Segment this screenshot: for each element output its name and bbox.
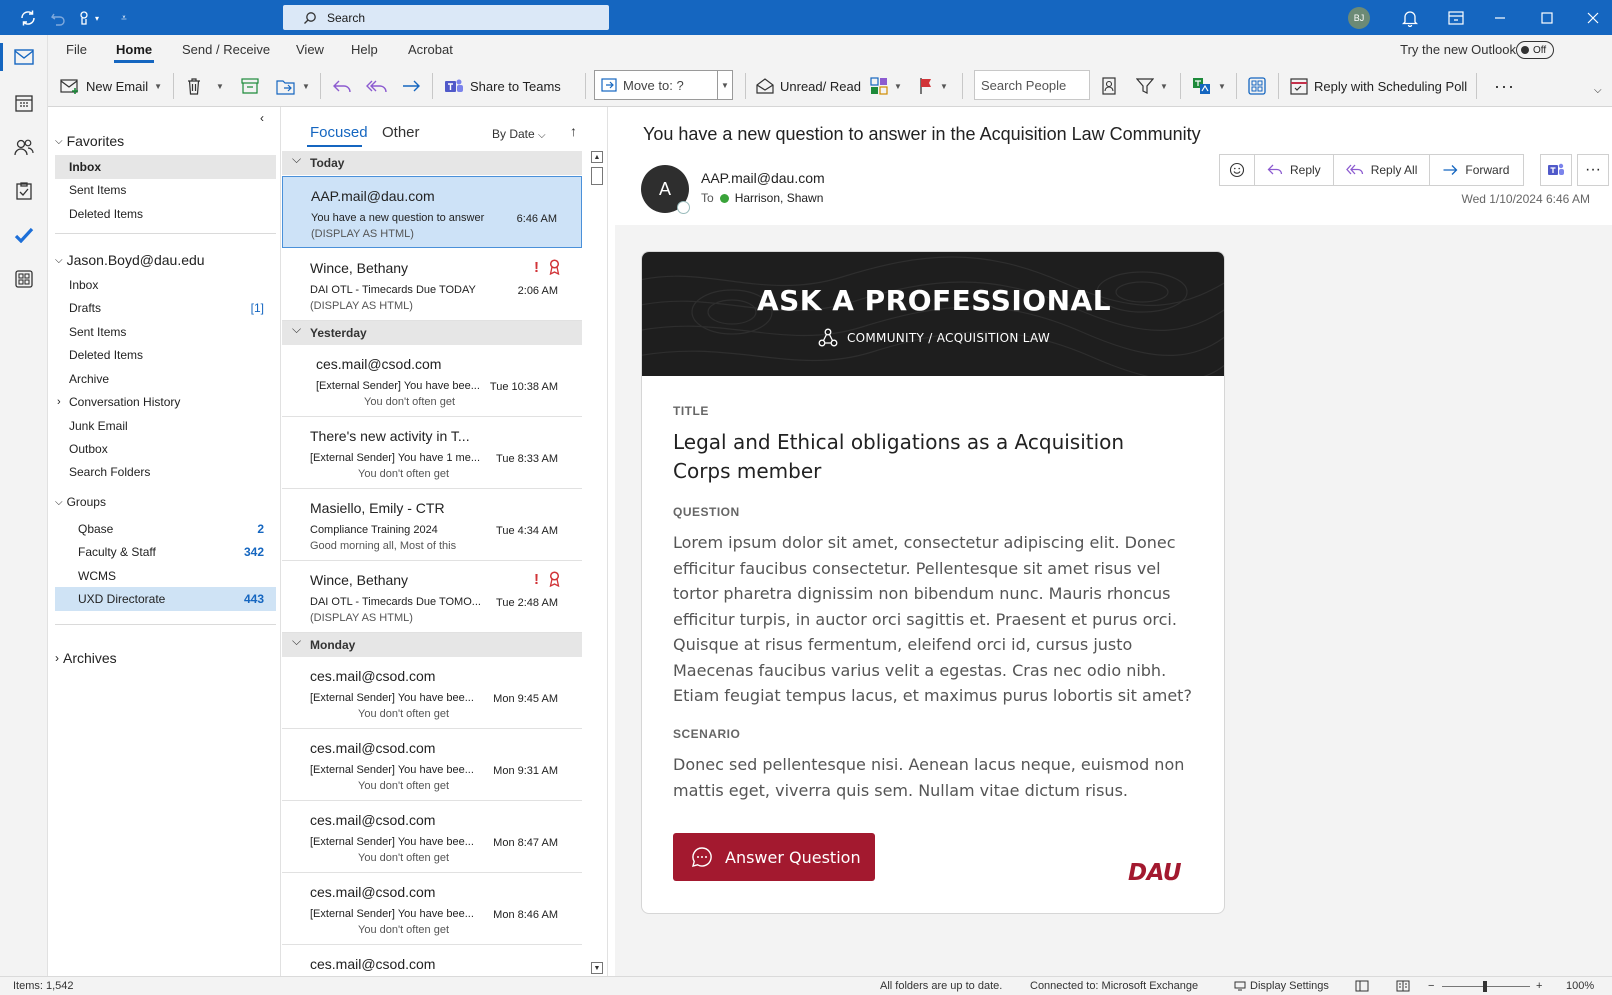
award-icon bbox=[549, 259, 560, 275]
banner-subtitle-row bbox=[642, 328, 1225, 348]
message-item[interactable] bbox=[282, 873, 582, 945]
group-unread-count: 2 bbox=[257, 522, 264, 536]
chat-bubble-icon bbox=[691, 846, 713, 868]
community-icon bbox=[818, 328, 838, 348]
categorize-icon bbox=[870, 77, 888, 95]
scroll-up-icon[interactable]: ▲ bbox=[591, 151, 603, 163]
quickstep-dropdown[interactable] bbox=[718, 70, 733, 100]
folder-drafts[interactable]: Drafts [1] bbox=[69, 301, 264, 315]
todo-icon[interactable] bbox=[0, 213, 48, 257]
filter-icon bbox=[1136, 77, 1154, 95]
scenario-label: SCENARIO bbox=[673, 727, 741, 741]
translate-button[interactable] bbox=[1192, 72, 1226, 100]
folder-deleted-items[interactable]: Deleted Items bbox=[69, 348, 144, 362]
delete-button[interactable] bbox=[186, 72, 224, 100]
chevron-down-icon: ⌵ bbox=[538, 130, 546, 141]
smiley-icon bbox=[1229, 162, 1245, 178]
forward-label: Forward bbox=[1465, 163, 1510, 177]
folder-inbox[interactable]: Inbox bbox=[69, 278, 99, 292]
account-header[interactable]: ⌵ Jason.Boyd@dau.edu bbox=[55, 252, 205, 268]
title-bar bbox=[0, 0, 1612, 35]
forward-icon bbox=[1442, 163, 1458, 177]
message-subject: [External Sender] You have bee... bbox=[310, 836, 474, 848]
folder-conversation-history[interactable]: › Conversation History bbox=[57, 395, 181, 409]
message-sender: ces.mail@csod.com bbox=[310, 740, 436, 756]
recipient-name[interactable]: Harrison, Shawn bbox=[734, 191, 824, 205]
message-preview: You don't often get bbox=[358, 852, 449, 864]
chevron-down-icon: ⌵ bbox=[55, 254, 63, 266]
ribbon-separator bbox=[585, 73, 586, 99]
teams-icon bbox=[1547, 162, 1565, 178]
ribbon-collapse-icon[interactable]: ⌵ bbox=[1594, 84, 1602, 96]
app-rail bbox=[0, 35, 48, 976]
search-people-placeholder: Search People bbox=[981, 77, 1067, 93]
zoom-level[interactable]: 100% bbox=[1566, 980, 1595, 992]
unread-read-button[interactable] bbox=[756, 72, 861, 100]
reply-all-icon bbox=[366, 78, 388, 94]
scroll-down-icon[interactable]: ▼ bbox=[591, 962, 603, 974]
message-actions bbox=[1219, 154, 1524, 186]
chevron-down-icon[interactable]: ▼ bbox=[154, 81, 163, 91]
message-flags bbox=[534, 571, 560, 588]
message-sender: Masiello, Emily - CTR bbox=[310, 500, 445, 516]
message-sender: ces.mail@csod.com bbox=[310, 956, 436, 972]
message-preview: You don't often get bbox=[358, 924, 449, 936]
message-subject: You have a new question to answer bbox=[311, 212, 485, 224]
ribbon-separator bbox=[962, 73, 963, 99]
folder-divider bbox=[55, 233, 276, 234]
move-button[interactable] bbox=[276, 72, 310, 100]
tasks-icon[interactable] bbox=[0, 169, 48, 213]
unread-read-label: Unread/ Read bbox=[780, 78, 861, 94]
trash-icon bbox=[186, 77, 202, 95]
banner-subtitle: COMMUNITY / ACQUISITION LAW bbox=[846, 331, 1051, 345]
categorize-button[interactable] bbox=[870, 72, 902, 100]
favorite-inbox[interactable]: Inbox bbox=[55, 155, 276, 179]
tab-file[interactable]: File bbox=[66, 42, 87, 57]
ribbon-separator bbox=[320, 73, 321, 99]
folder-archive[interactable]: Archive bbox=[69, 372, 110, 386]
more-commands-icon[interactable]: ··· bbox=[1494, 75, 1515, 96]
emoji-reaction-button[interactable] bbox=[1220, 155, 1255, 185]
sort-by-dropdown[interactable]: By Date ⌵ bbox=[492, 127, 546, 141]
message-item[interactable] bbox=[282, 945, 582, 976]
close-icon[interactable] bbox=[1583, 8, 1603, 28]
message-sender: Wince, Bethany bbox=[310, 260, 409, 276]
message-preview: You don't often get bbox=[358, 468, 449, 480]
people-icon[interactable] bbox=[0, 125, 48, 169]
zoom-in-icon[interactable]: + bbox=[1536, 980, 1543, 992]
chevron-down-icon: ▼ bbox=[721, 80, 729, 90]
drafts-count: [1] bbox=[250, 301, 264, 315]
collapse-pane-icon[interactable]: ‹ bbox=[260, 111, 264, 125]
scenario-body: Donec sed pellentesque nisi. Aenean lacus neque, euismod non mattis eget, viverra quis sem. Nullam vitae dictum risus. bbox=[673, 755, 1185, 800]
message-list-scrollbar[interactable] bbox=[590, 151, 604, 976]
message-sender: ces.mail@csod.com bbox=[310, 668, 436, 684]
group-qbase[interactable]: Qbase 2 bbox=[78, 522, 264, 536]
ribbon-separator bbox=[1278, 73, 1279, 99]
question-body: Lorem ipsum dolor sit amet, consectetur adipiscing elit. Donec efficitur faucibus consectetur. Pellentesque sit amet risus vel tortor pharetra dignissim non bibendum nunc. Mauris rhoncus efficitur turpis, in auctor orci sagittis et. Praesent et purus orci. Quisque at risus fermentum, eleifend orci id, cursus justo Maecenas faucibus varius velit a egestas. Cras nec odio nibh. Etiam feugiat tempus lacus, et maximus purus lobortis sit amet? bbox=[673, 533, 1192, 705]
new-email-label: New Email bbox=[86, 78, 149, 94]
tab-focused[interactable]: Focused bbox=[310, 124, 368, 141]
group-header-today[interactable]: ⌵ Today bbox=[282, 151, 582, 175]
message-time: Mon 8:47 AM bbox=[493, 837, 558, 849]
focused-tab-indicator bbox=[307, 145, 362, 147]
search-icon bbox=[303, 11, 317, 25]
translate-icon bbox=[1192, 77, 1212, 95]
envelope-open-icon bbox=[756, 78, 774, 94]
message-list bbox=[282, 107, 608, 976]
ribbon-display-icon[interactable] bbox=[1446, 8, 1466, 28]
share-to-teams-label: Share to Teams bbox=[470, 78, 561, 94]
message-sender: There's new activity in T... bbox=[310, 428, 470, 444]
customize-toolbar-icon[interactable]: ⩡ bbox=[121, 12, 127, 24]
message-subject: [External Sender] You have bee... bbox=[310, 908, 474, 920]
zoom-out-icon[interactable]: − bbox=[1428, 980, 1435, 992]
group-faculty-staff[interactable]: Faculty & Staff 342 bbox=[78, 545, 264, 559]
move-to-label: Move to: ? bbox=[623, 77, 684, 93]
chevron-down-icon[interactable]: ▼ bbox=[1218, 81, 1226, 91]
connection-status: Connected to: Microsoft Exchange bbox=[1030, 980, 1199, 992]
try-new-outlook-label: Try the new Outlook bbox=[1400, 42, 1516, 57]
folder-junk-email[interactable]: Junk Email bbox=[69, 419, 128, 433]
chevron-down-icon[interactable]: ▼ bbox=[894, 81, 902, 91]
share-to-teams-button[interactable] bbox=[444, 72, 561, 100]
award-icon bbox=[549, 571, 560, 587]
message-item[interactable] bbox=[282, 657, 582, 729]
user-avatar[interactable]: BJ bbox=[1348, 7, 1370, 29]
reply-icon bbox=[332, 78, 352, 94]
undo-icon[interactable] bbox=[48, 8, 68, 28]
message-subject: [External Sender] You have 1 me... bbox=[310, 452, 481, 464]
address-book-icon bbox=[1102, 77, 1116, 95]
banner-title: ASK A PROFESSIONAL bbox=[756, 284, 1112, 317]
message-time: 6:46 AM bbox=[516, 213, 557, 225]
message-subject: DAI OTL - Timecards Due TOMO... bbox=[310, 596, 481, 608]
message-item[interactable] bbox=[282, 561, 582, 633]
reply-all-label: Reply All bbox=[1370, 163, 1418, 177]
message-item[interactable] bbox=[282, 176, 582, 248]
email-card bbox=[641, 251, 1225, 914]
flag-icon bbox=[918, 77, 934, 95]
sort-direction-icon[interactable]: ↑ bbox=[570, 123, 577, 139]
group-unread-count: 342 bbox=[243, 545, 264, 559]
presence-available-icon bbox=[720, 194, 729, 203]
message-subject: [External Sender] You have bee... bbox=[310, 692, 474, 704]
message-item[interactable] bbox=[282, 417, 582, 489]
group-unread-count: 443 bbox=[243, 592, 264, 606]
reply-all-ribbon-button[interactable] bbox=[366, 72, 388, 100]
ribbon bbox=[48, 65, 1612, 107]
message-item[interactable] bbox=[282, 801, 582, 873]
message-item[interactable] bbox=[282, 345, 582, 417]
presence-status-icon bbox=[677, 201, 690, 214]
reply-icon bbox=[1267, 163, 1283, 177]
scroll-thumb[interactable] bbox=[591, 167, 603, 185]
tab-home[interactable]: Home bbox=[116, 42, 153, 57]
forward-icon bbox=[401, 78, 421, 94]
archives-header[interactable]: › Archives bbox=[55, 650, 117, 666]
message-time: Mon 9:45 AM bbox=[493, 693, 558, 705]
folder-outbox[interactable]: Outbox bbox=[69, 442, 108, 456]
question-title: Legal and Ethical obligations as a Acquisition Corps member bbox=[673, 430, 1125, 483]
message-preview: (DISPLAY AS HTML) bbox=[310, 300, 413, 312]
chevron-right-icon[interactable]: › bbox=[57, 396, 61, 408]
message-sender: Wince, Bethany bbox=[310, 572, 409, 588]
menu-bar bbox=[48, 35, 1612, 65]
touch-mode-dropdown-icon[interactable]: ▾ bbox=[94, 13, 99, 23]
high-importance-icon: ! bbox=[534, 259, 539, 276]
message-time: 2:06 AM bbox=[517, 285, 558, 297]
message-time: Tue 2:48 AM bbox=[496, 597, 558, 609]
message-subject: [External Sender] You have bee... bbox=[310, 764, 474, 776]
ribbon-separator bbox=[745, 73, 746, 99]
message-time: Mon 9:31 AM bbox=[493, 765, 558, 777]
sender-address[interactable]: AAP.mail@dau.com bbox=[701, 170, 825, 186]
message-time: Tue 8:33 AM bbox=[496, 453, 558, 465]
toggle-label: Off bbox=[1533, 44, 1547, 56]
message-preview: You don't often get bbox=[358, 780, 449, 792]
groups-header[interactable]: ⌵ Groups bbox=[55, 495, 106, 509]
active-tab-indicator bbox=[114, 60, 154, 63]
tab-other[interactable]: Other bbox=[382, 124, 420, 141]
group-uxd-directorate[interactable]: UXD Directorate 443 bbox=[55, 587, 276, 611]
message-time: Tue 4:34 AM bbox=[496, 525, 558, 537]
archive-icon bbox=[241, 78, 259, 94]
sync-status: All folders are up to date. bbox=[880, 980, 1003, 992]
more-actions-icon[interactable]: ··· bbox=[1577, 154, 1609, 186]
mail-icon[interactable] bbox=[0, 35, 48, 79]
follow-up-button[interactable] bbox=[918, 72, 948, 100]
maximize-icon[interactable] bbox=[1537, 8, 1557, 28]
message-sender: ces.mail@csod.com bbox=[310, 812, 436, 828]
reply-button[interactable] bbox=[1255, 155, 1334, 185]
ribbon-separator bbox=[173, 73, 174, 99]
tab-send-receive[interactable]: Send / Receive bbox=[182, 42, 271, 57]
search-input[interactable] bbox=[283, 5, 609, 30]
status-bar bbox=[0, 976, 1612, 995]
rail-active-indicator bbox=[0, 43, 3, 71]
message-header bbox=[615, 107, 1612, 225]
chevron-right-icon: › bbox=[55, 651, 59, 665]
item-count: Items: 1,542 bbox=[13, 980, 74, 992]
group-wcms[interactable]: WCMS bbox=[78, 569, 116, 583]
title-label: TITLE bbox=[673, 404, 709, 418]
scheduling-poll-label: Reply with Scheduling Poll bbox=[1314, 78, 1468, 94]
message-sender: ces.mail@csod.com bbox=[310, 884, 436, 900]
scheduling-poll-icon bbox=[1290, 77, 1308, 95]
archive-button[interactable] bbox=[241, 72, 259, 100]
zoom-slider-thumb[interactable] bbox=[1483, 981, 1487, 992]
ribbon-separator bbox=[1236, 73, 1237, 99]
question-label: QUESTION bbox=[673, 505, 740, 519]
move-icon bbox=[276, 77, 296, 95]
quickstep-icon bbox=[601, 77, 617, 93]
message-subject: [External Sender] You have bee... bbox=[316, 380, 480, 392]
folder-sent-items[interactable]: Sent Items bbox=[69, 325, 127, 339]
reading-view-icon[interactable] bbox=[1396, 980, 1410, 992]
message-subject-heading: You have a new question to answer in the Acquisition Law Community bbox=[643, 124, 1201, 144]
calendar-icon[interactable] bbox=[0, 81, 48, 125]
message-preview: (DISPLAY AS HTML) bbox=[310, 612, 413, 624]
filter-email-button[interactable] bbox=[1136, 72, 1168, 100]
favorites-header[interactable]: ⌵ Favorites bbox=[55, 133, 125, 149]
folder-pane bbox=[48, 107, 281, 976]
favorite-deleted-items[interactable]: Deleted Items bbox=[69, 207, 144, 221]
bell-icon[interactable] bbox=[1400, 8, 1420, 28]
message-item[interactable] bbox=[282, 489, 582, 561]
new-email-icon bbox=[60, 78, 80, 94]
folder-divider bbox=[55, 624, 276, 625]
sync-icon[interactable] bbox=[18, 8, 38, 28]
dau-logo: DAU bbox=[1128, 860, 1182, 886]
group-header-monday[interactable]: ⌵ Monday bbox=[282, 633, 582, 657]
move-to-quickstep[interactable] bbox=[594, 70, 718, 100]
address-book-button[interactable] bbox=[1102, 72, 1116, 100]
message-preview: You don't often get bbox=[358, 708, 449, 720]
message-preview: Good morning all, Most of this bbox=[310, 540, 457, 552]
chevron-down-icon: ⌵ bbox=[55, 496, 63, 508]
new-outlook-toggle[interactable] bbox=[1516, 41, 1554, 59]
forward-button[interactable] bbox=[1430, 155, 1523, 185]
teams-share-button[interactable] bbox=[1540, 154, 1572, 186]
search-placeholder: Search bbox=[327, 10, 366, 25]
message-preview: You don't often get bbox=[364, 396, 455, 408]
message-date: Wed 1/10/2024 6:46 AM bbox=[1461, 192, 1590, 206]
reply-ribbon-button[interactable] bbox=[332, 72, 352, 100]
chevron-down-icon: ⌵ bbox=[55, 135, 63, 147]
ribbon-separator bbox=[432, 73, 433, 99]
teams-icon bbox=[444, 77, 464, 95]
high-importance-icon: ! bbox=[534, 571, 539, 588]
tab-view[interactable]: View bbox=[296, 42, 324, 57]
message-time: Tue 10:38 AM bbox=[489, 381, 558, 393]
folder-search-folders[interactable]: Search Folders bbox=[69, 465, 151, 479]
chevron-down-icon[interactable]: ▼ bbox=[1160, 81, 1168, 91]
tab-help[interactable]: Help bbox=[351, 42, 378, 57]
message-item[interactable] bbox=[282, 729, 582, 801]
chevron-down-icon[interactable]: ▼ bbox=[940, 81, 948, 91]
group-header-yesterday[interactable]: ⌵ Yesterday bbox=[282, 321, 582, 345]
apps-icon[interactable] bbox=[0, 257, 48, 301]
chevron-down-icon[interactable]: ▼ bbox=[216, 81, 224, 91]
answer-question-button[interactable] bbox=[673, 833, 875, 881]
reply-with-scheduling-poll-button[interactable] bbox=[1290, 72, 1467, 100]
reply-all-icon bbox=[1346, 163, 1364, 177]
apps-grid-icon bbox=[1248, 77, 1266, 95]
message-preview: (DISPLAY AS HTML) bbox=[311, 228, 414, 240]
answer-question-label: Answer Question bbox=[725, 847, 861, 867]
message-time: Mon 8:46 AM bbox=[493, 909, 558, 921]
message-item[interactable] bbox=[282, 249, 582, 321]
monitor-icon bbox=[1234, 981, 1246, 991]
search-people-input[interactable] bbox=[974, 70, 1090, 100]
message-flags bbox=[534, 259, 560, 276]
reading-pane bbox=[615, 107, 1612, 976]
reply-all-button[interactable] bbox=[1334, 155, 1431, 185]
message-subject: DAI OTL - Timecards Due TODAY bbox=[310, 284, 476, 296]
chevron-down-icon[interactable]: ▼ bbox=[302, 81, 310, 91]
display-settings-button[interactable]: Display Settings bbox=[1234, 980, 1329, 992]
forward-ribbon-button[interactable] bbox=[401, 72, 421, 100]
card-banner bbox=[642, 252, 1225, 376]
new-email-button[interactable] bbox=[60, 72, 162, 100]
ribbon-separator bbox=[1180, 73, 1181, 99]
all-apps-button[interactable] bbox=[1248, 72, 1266, 100]
minimize-icon[interactable] bbox=[1490, 8, 1510, 28]
message-sender: ces.mail@csod.com bbox=[316, 356, 442, 372]
sender-avatar[interactable]: A bbox=[641, 165, 689, 213]
tab-acrobat[interactable]: Acrobat bbox=[408, 42, 453, 57]
recipient-line bbox=[701, 191, 823, 205]
ribbon-separator bbox=[1476, 73, 1477, 99]
normal-view-icon[interactable] bbox=[1355, 980, 1369, 992]
message-sender: AAP.mail@dau.com bbox=[311, 188, 435, 204]
message-subject: Compliance Training 2024 bbox=[310, 524, 438, 536]
favorite-sent-items[interactable]: Sent Items bbox=[69, 183, 127, 197]
to-label: To bbox=[701, 191, 714, 205]
touch-mode-icon[interactable] bbox=[74, 8, 94, 28]
reply-label: Reply bbox=[1290, 163, 1321, 177]
